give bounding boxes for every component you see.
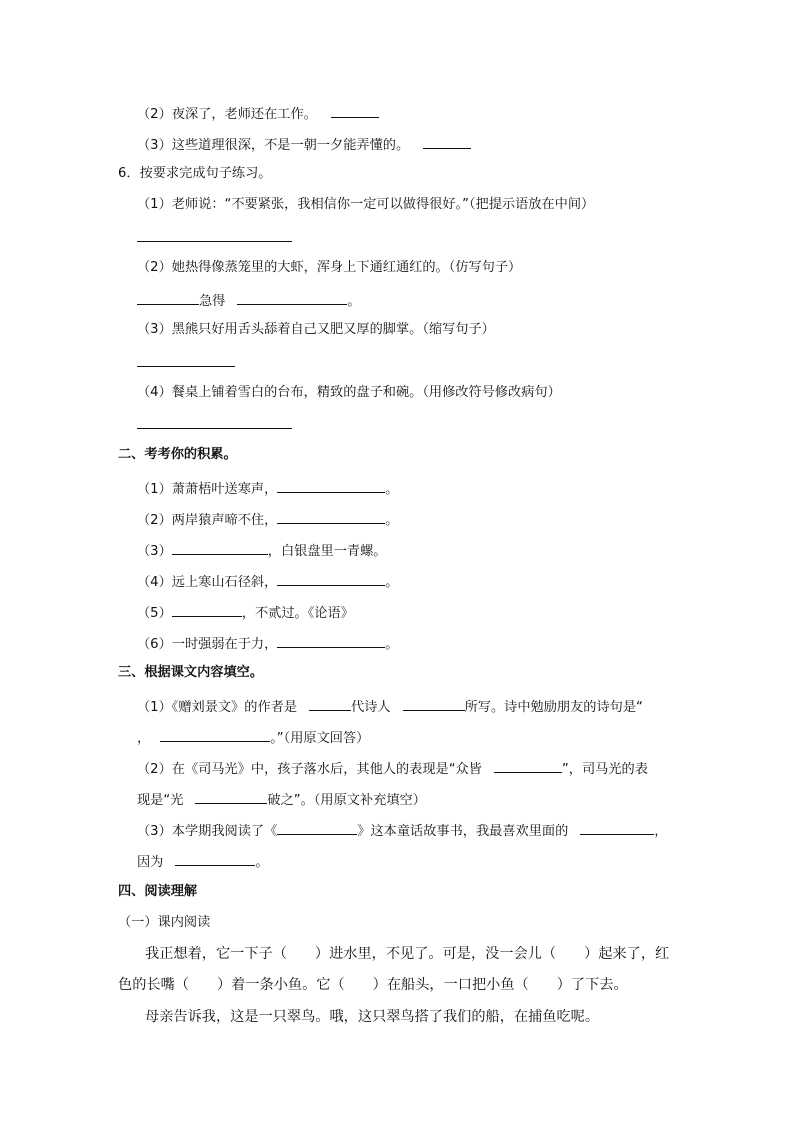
section-3-item-1-text-b: 代诗人 xyxy=(351,700,391,715)
section-2-item-2-blank[interactable] xyxy=(277,509,385,524)
section-3-item-2-text-a: （2）在《司马光》中，孩子落水后，其他人的表现是“众皆 xyxy=(137,762,482,777)
q5-item-3-text: （3）这些道理很深，不是一朝一夕能弄懂的。 xyxy=(137,138,410,153)
section-2-item-3-end: ，白银盘里一青螺。 xyxy=(267,544,387,559)
reading-text-1a: 我正想着，它一下子（ xyxy=(145,946,287,962)
section-2-item-5-end: ，不贰过。《论语》 xyxy=(241,606,354,621)
section-2-item-1 xyxy=(137,478,398,499)
q5-item-2-text: （2）夜深了，老师还在工作。 xyxy=(137,107,317,122)
section-3-item-2-text-b: ”，司马光的表 xyxy=(561,762,648,777)
section-2-item-3 xyxy=(137,540,386,561)
q6-item-2-blank-2[interactable] xyxy=(237,290,347,305)
section-3-item-1-text-a: （1）《赠刘景文》的作者是 xyxy=(137,700,298,715)
section-3-item-3-text-d: 因为 xyxy=(137,855,164,870)
section-2-item-5 xyxy=(137,602,354,623)
section-3-item-3-text-c: ， xyxy=(654,824,668,839)
reading-text-2b: ）着一条小鱼。它（ xyxy=(216,977,345,993)
reading-para-1-line-1 xyxy=(145,945,669,963)
section-3-item-1-line-2 xyxy=(137,727,369,748)
section-3-item-3-line-1 xyxy=(137,820,667,841)
section-2-item-6-text: （6）一时强弱在于力， xyxy=(137,637,278,652)
q6-item-3: （3）黑熊只好用舌头舔着自己又肥又厚的脚掌。（缩写句子） xyxy=(137,322,495,337)
section-3-item-1-blank-1[interactable] xyxy=(309,696,351,711)
section-3-item-1-text-d: ， xyxy=(137,731,151,746)
section-3-item-1-line-1 xyxy=(137,696,643,717)
section-2-item-5-text: （5） xyxy=(137,606,172,621)
section-3-item-1-text-e: 。”（用原文回答） xyxy=(270,731,370,746)
section-4-subtitle: （一）课内阅读 xyxy=(118,915,211,930)
section-3-item-3-text-a: （3）本学期我阅读了《 xyxy=(137,824,278,839)
section-3-item-2-text-c: 现是“光 xyxy=(137,793,184,808)
section-3-item-3-blank-1[interactable] xyxy=(277,820,357,835)
q5-item-3-blank[interactable] xyxy=(423,134,471,149)
section-2-item-3-text: （3） xyxy=(137,544,172,559)
section-3-item-1-blank-2[interactable] xyxy=(403,696,465,711)
section-3-item-1-text-c: 所写。诗中勉励朋友的诗句是“ xyxy=(464,700,643,715)
section-3-item-2-text-d: 破之”。（用原文补充填空） xyxy=(267,793,426,808)
reading-para-1-line-2 xyxy=(118,976,628,994)
section-3-item-2-line-1 xyxy=(137,758,648,779)
section-2-title: 二、考考你的积累。 xyxy=(118,447,237,462)
section-2-item-2 xyxy=(137,509,398,530)
reading-text-1b: ）进水里，不见了。可是，没一会儿（ xyxy=(314,946,557,962)
section-3-item-3-blank-3[interactable] xyxy=(175,851,255,866)
section-2-item-5-blank[interactable] xyxy=(172,602,242,617)
q5-item-3 xyxy=(137,134,471,155)
reading-text-2d: ）了下去。 xyxy=(556,977,628,993)
section-2-item-3-blank[interactable] xyxy=(172,540,268,555)
q6-item-4: （4）餐桌上铺着雪白的台布，精致的盘子和碗。（用修改符号修改病句） xyxy=(137,385,561,400)
section-2-item-6 xyxy=(137,633,398,654)
q6-item-4-answer-line[interactable] xyxy=(137,428,292,429)
section-3-item-1-blank-3[interactable] xyxy=(160,727,270,742)
q6-item-2-answer-end: 。 xyxy=(347,294,361,309)
section-2-item-4-blank[interactable] xyxy=(277,571,385,586)
q5-item-2-blank[interactable] xyxy=(331,103,379,118)
section-2-item-1-end: 。 xyxy=(385,482,399,497)
q5-item-2 xyxy=(137,103,379,124)
section-3-item-3-text-b: 》这本童话故事书，我最喜欢里面的 xyxy=(357,824,569,839)
section-2-item-6-end: 。 xyxy=(385,637,399,652)
q6-item-1: （1）老师说：“不要紧张，我相信你一定可以做得很好。”（把提示语放在中间） xyxy=(137,197,595,212)
section-2-item-4 xyxy=(137,571,398,592)
section-2-item-2-text: （2）两岸猿声啼不住， xyxy=(137,513,278,528)
q6-item-3-answer-line[interactable] xyxy=(137,366,235,367)
reading-para-2: 母亲告诉我，这是一只翠鸟。哦，这只翠鸟搭了我们的船，在捕鱼吃呢。 xyxy=(145,1009,600,1025)
q6-item-2-blank-1[interactable] xyxy=(137,290,199,305)
reading-text-2c: ）在船头，一口把小鱼（ xyxy=(372,977,529,993)
section-2-item-1-blank[interactable] xyxy=(277,478,385,493)
section-3-item-3-blank-2[interactable] xyxy=(580,820,654,835)
q6-item-2-answer xyxy=(137,290,361,311)
section-2-item-1-text: （1）萧萧梧叶送寒声， xyxy=(137,482,278,497)
section-2-item-4-text: （4）远上寒山石径斜， xyxy=(137,575,278,590)
section-3-item-3-text-e: 。 xyxy=(255,855,269,870)
section-3-item-2-blank-2[interactable] xyxy=(195,789,267,804)
section-3-item-2-line-2 xyxy=(137,789,426,810)
section-4-title: 四、阅读理解 xyxy=(118,884,198,899)
section-3-item-3-line-2 xyxy=(137,851,269,872)
q6-title: 6．按要求完成句子练习。 xyxy=(118,166,272,181)
q6-item-2-answer-mid: 急得 xyxy=(199,294,226,309)
section-2-item-4-end: 。 xyxy=(385,575,399,590)
section-2-item-2-end: 。 xyxy=(385,513,399,528)
reading-text-1c: ）起来了，红 xyxy=(584,946,670,962)
section-2-item-6-blank[interactable] xyxy=(277,633,385,648)
section-3-item-2-blank-1[interactable] xyxy=(494,758,562,773)
q6-item-2: （2）她热得像蒸笼里的大虾，浑身上下通红通红的。（仿写句子） xyxy=(137,260,522,275)
reading-text-2a: 色的长嘴（ xyxy=(118,977,189,993)
q6-item-1-answer-line[interactable] xyxy=(137,241,292,242)
section-3-title: 三、根据课文内容填空。 xyxy=(118,665,264,680)
